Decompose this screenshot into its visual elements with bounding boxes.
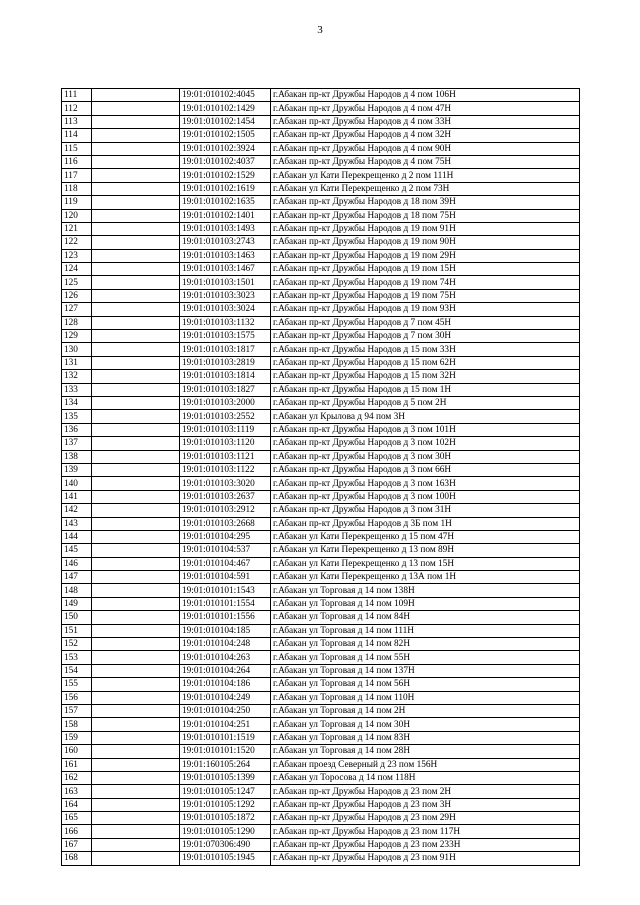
table-row xyxy=(62,838,580,851)
cadastral-number-cell: 19:01:010103:1122 xyxy=(180,463,271,476)
row-number-cell: 133 xyxy=(62,383,92,396)
table-row xyxy=(62,624,580,637)
row-number-cell: 166 xyxy=(62,825,92,838)
address-cell: г.Абакан ул Кати Перекрещенко д 15 пом 47Н xyxy=(271,530,580,543)
table-row xyxy=(62,678,580,691)
address-cell: г.Абакан пр-кт Дружбы Народов д 18 пом 75Н xyxy=(271,209,580,222)
blank-cell xyxy=(92,624,180,637)
row-number-cell: 139 xyxy=(62,463,92,476)
cadastral-number-cell: 19:01:010104:591 xyxy=(180,571,271,584)
row-number-cell: 135 xyxy=(62,410,92,423)
table-row xyxy=(62,263,580,276)
blank-cell xyxy=(92,249,180,262)
blank-cell xyxy=(92,383,180,396)
row-number-cell: 167 xyxy=(62,838,92,851)
address-cell: г.Абакан ул Торговая д 14 пом 109Н xyxy=(271,597,580,610)
table-row xyxy=(62,638,580,651)
blank-cell xyxy=(92,771,180,784)
row-number-cell: 143 xyxy=(62,517,92,530)
cadastral-number-cell: 19:01:010103:1575 xyxy=(180,330,271,343)
cadastral-number-cell: 19:01:010104:186 xyxy=(180,678,271,691)
address-cell: г.Абакан пр-кт Дружбы Народов д 15 пом 32Н xyxy=(271,370,580,383)
cadastral-number-cell: 19:01:160105:264 xyxy=(180,758,271,771)
address-cell: г.Абакан пр-кт Дружбы Народов д 23 пом 2Н xyxy=(271,785,580,798)
address-cell: г.Абакан пр-кт Дружбы Народов д 18 пом 39Н xyxy=(271,196,580,209)
address-cell: г.Абакан пр-кт Дружбы Народов д 15 пом 1Н xyxy=(271,383,580,396)
address-cell: г.Абакан пр-кт Дружбы Народов д 4 пом 33Н xyxy=(271,115,580,128)
cadastral-number-cell: 19:01:010103:1119 xyxy=(180,423,271,436)
row-number-cell: 155 xyxy=(62,678,92,691)
blank-cell xyxy=(92,370,180,383)
row-number-cell: 115 xyxy=(62,142,92,155)
row-number-cell: 113 xyxy=(62,115,92,128)
blank-cell xyxy=(92,169,180,182)
cadastral-number-cell: 19:01:010101:1556 xyxy=(180,611,271,624)
row-number-cell: 129 xyxy=(62,330,92,343)
address-cell: г.Абакан ул Кати Перекрещенко д 13 пом 89Н xyxy=(271,544,580,557)
address-cell: г.Абакан пр-кт Дружбы Народов д 19 пом 75Н xyxy=(271,289,580,302)
table-row xyxy=(62,370,580,383)
blank-cell xyxy=(92,142,180,155)
row-number-cell: 134 xyxy=(62,396,92,409)
row-number-cell: 156 xyxy=(62,691,92,704)
address-cell: г.Абакан ул Кати Перекрещенко д 2 пом 73Н xyxy=(271,182,580,195)
cadastral-number-cell: 19:01:010104:251 xyxy=(180,718,271,731)
blank-cell xyxy=(92,437,180,450)
cadastral-number-cell: 19:01:010103:2743 xyxy=(180,236,271,249)
table-row xyxy=(62,704,580,717)
blank-cell xyxy=(92,303,180,316)
cadastral-number-cell: 19:01:010103:1120 xyxy=(180,437,271,450)
address-cell: г.Абакан пр-кт Дружбы Народов д 23 пом 233Н xyxy=(271,838,580,851)
table-row xyxy=(62,249,580,262)
blank-cell xyxy=(92,330,180,343)
blank-cell xyxy=(92,343,180,356)
address-cell: г.Абакан ул Торговая д 14 пом 137Н xyxy=(271,664,580,677)
table-row xyxy=(62,423,580,436)
row-number-cell: 161 xyxy=(62,758,92,771)
cadastral-number-cell: 19:01:010103:1501 xyxy=(180,276,271,289)
cadastral-number-cell: 19:01:010105:1945 xyxy=(180,852,271,865)
address-cell: г.Абакан пр-кт Дружбы Народов д 15 пом 62Н xyxy=(271,356,580,369)
address-cell: г.Абакан проезд Северный д 23 пом 156Н xyxy=(271,758,580,771)
cadastral-number-cell: 19:01:010101:1543 xyxy=(180,584,271,597)
table-row xyxy=(62,276,580,289)
cadastral-number-cell: 19:01:010104:185 xyxy=(180,624,271,637)
row-number-cell: 141 xyxy=(62,490,92,503)
address-cell: г.Абакан пр-кт Дружбы Народов д 4 пом 47Н xyxy=(271,102,580,115)
address-cell: г.Абакан пр-кт Дружбы Народов д 23 пом 3Н xyxy=(271,798,580,811)
row-number-cell: 123 xyxy=(62,249,92,262)
cadastral-number-cell: 19:01:010104:249 xyxy=(180,691,271,704)
table-row xyxy=(62,383,580,396)
address-cell: г.Абакан ул Торговая д 14 пом 111Н xyxy=(271,624,580,637)
blank-cell xyxy=(92,129,180,142)
row-number-cell: 151 xyxy=(62,624,92,637)
blank-cell xyxy=(92,745,180,758)
blank-cell xyxy=(92,316,180,329)
table-row xyxy=(62,155,580,168)
table-row xyxy=(62,236,580,249)
address-cell: г.Абакан пр-кт Дружбы Народов д 3 пом 30Н xyxy=(271,450,580,463)
cadastral-number-cell: 19:01:010105:1290 xyxy=(180,825,271,838)
row-number-cell: 118 xyxy=(62,182,92,195)
blank-cell xyxy=(92,584,180,597)
row-number-cell: 148 xyxy=(62,584,92,597)
table-row xyxy=(62,597,580,610)
cadastral-number-cell: 19:01:010103:3020 xyxy=(180,477,271,490)
cadastral-number-cell: 19:01:010105:1399 xyxy=(180,771,271,784)
table-row xyxy=(62,584,580,597)
row-number-cell: 158 xyxy=(62,718,92,731)
table-row xyxy=(62,463,580,476)
row-number-cell: 154 xyxy=(62,664,92,677)
address-cell: г.Абакан ул Кати Перекрещенко д 13А пом 1Н xyxy=(271,571,580,584)
cadastral-number-cell: 19:01:010103:1121 xyxy=(180,450,271,463)
row-number-cell: 116 xyxy=(62,155,92,168)
row-number-cell: 111 xyxy=(62,89,92,102)
cadastral-number-cell: 19:01:010102:1529 xyxy=(180,169,271,182)
row-number-cell: 145 xyxy=(62,544,92,557)
row-number-cell: 128 xyxy=(62,316,92,329)
row-number-cell: 159 xyxy=(62,731,92,744)
address-cell: г.Абакан пр-кт Дружбы Народов д 5 пом 2Н xyxy=(271,396,580,409)
cadastral-number-cell: 19:01:010103:2912 xyxy=(180,504,271,517)
table-row xyxy=(62,771,580,784)
cadastral-number-cell: 19:01:010104:467 xyxy=(180,557,271,570)
table-row xyxy=(62,356,580,369)
cadastral-number-cell: 19:01:010105:1872 xyxy=(180,812,271,825)
row-number-cell: 136 xyxy=(62,423,92,436)
row-number-cell: 122 xyxy=(62,236,92,249)
row-number-cell: 120 xyxy=(62,209,92,222)
table-row xyxy=(62,611,580,624)
address-cell: г.Абакан пр-кт Дружбы Народов д 4 пом 75Н xyxy=(271,155,580,168)
blank-cell xyxy=(92,852,180,865)
row-number-cell: 137 xyxy=(62,437,92,450)
address-cell: г.Абакан пр-кт Дружбы Народов д 15 пом 33Н xyxy=(271,343,580,356)
table-row xyxy=(62,812,580,825)
address-cell: г.Абакан пр-кт Дружбы Народов д 19 пом 93Н xyxy=(271,303,580,316)
row-number-cell: 150 xyxy=(62,611,92,624)
blank-cell xyxy=(92,704,180,717)
cadastral-number-cell: 19:01:010102:1401 xyxy=(180,209,271,222)
row-number-cell: 117 xyxy=(62,169,92,182)
table-row xyxy=(62,209,580,222)
cadastral-number-cell: 19:01:010103:2552 xyxy=(180,410,271,423)
table-row xyxy=(62,691,580,704)
row-number-cell: 124 xyxy=(62,263,92,276)
address-cell: г.Абакан ул Кати Перекрещенко д 2 пом 111Н xyxy=(271,169,580,182)
row-number-cell: 121 xyxy=(62,222,92,235)
table-row xyxy=(62,490,580,503)
table-row xyxy=(62,785,580,798)
address-cell: г.Абакан пр-кт Дружбы Народов д 19 пом 90Н xyxy=(271,236,580,249)
blank-cell xyxy=(92,356,180,369)
address-cell: г.Абакан пр-кт Дружбы Народов д 7 пом 30Н xyxy=(271,330,580,343)
cadastral-number-cell: 19:01:010102:4045 xyxy=(180,89,271,102)
address-cell: г.Абакан ул Торосова д 14 пом 118Н xyxy=(271,771,580,784)
cadastral-number-cell: 19:01:010105:1247 xyxy=(180,785,271,798)
blank-cell xyxy=(92,396,180,409)
blank-cell xyxy=(92,450,180,463)
blank-cell xyxy=(92,423,180,436)
blank-cell xyxy=(92,517,180,530)
table-row xyxy=(62,289,580,302)
table-row xyxy=(62,557,580,570)
cadastral-number-cell: 19:01:010103:1463 xyxy=(180,249,271,262)
table-row xyxy=(62,718,580,731)
row-number-cell: 149 xyxy=(62,597,92,610)
blank-cell xyxy=(92,678,180,691)
cadastral-number-cell: 19:01:010103:2819 xyxy=(180,356,271,369)
address-cell: г.Абакан пр-кт Дружбы Народов д 23 пом 117Н xyxy=(271,825,580,838)
table-row xyxy=(62,115,580,128)
address-cell: г.Абакан ул Торговая д 14 пом 84Н xyxy=(271,611,580,624)
property-table-body xyxy=(62,89,580,866)
cadastral-number-cell: 19:01:010101:1554 xyxy=(180,597,271,610)
blank-cell xyxy=(92,209,180,222)
cadastral-number-cell: 19:01:010102:1429 xyxy=(180,102,271,115)
row-number-cell: 153 xyxy=(62,651,92,664)
address-cell: г.Абакан ул Торговая д 14 пом 82Н xyxy=(271,638,580,651)
table-row xyxy=(62,102,580,115)
address-cell: г.Абакан пр-кт Дружбы Народов д 19 пом 29Н xyxy=(271,249,580,262)
cadastral-number-cell: 19:01:010104:250 xyxy=(180,704,271,717)
table-row xyxy=(62,758,580,771)
table-row xyxy=(62,571,580,584)
address-cell: г.Абакан пр-кт Дружбы Народов д 7 пом 45Н xyxy=(271,316,580,329)
cadastral-number-cell: 19:01:010102:3924 xyxy=(180,142,271,155)
blank-cell xyxy=(92,155,180,168)
cadastral-number-cell: 19:01:010102:4037 xyxy=(180,155,271,168)
blank-cell xyxy=(92,477,180,490)
cadastral-number-cell: 19:01:010103:3023 xyxy=(180,289,271,302)
blank-cell xyxy=(92,276,180,289)
table-row xyxy=(62,825,580,838)
blank-cell xyxy=(92,758,180,771)
cadastral-number-cell: 19:01:010104:295 xyxy=(180,530,271,543)
row-number-cell: 127 xyxy=(62,303,92,316)
table-row xyxy=(62,477,580,490)
cadastral-number-cell: 19:01:010104:248 xyxy=(180,638,271,651)
address-cell: г.Абакан пр-кт Дружбы Народов д 3 пом 163Н xyxy=(271,477,580,490)
cadastral-number-cell: 19:01:070306:490 xyxy=(180,838,271,851)
row-number-cell: 119 xyxy=(62,196,92,209)
table-row xyxy=(62,343,580,356)
cadastral-number-cell: 19:01:010103:2668 xyxy=(180,517,271,530)
table-row xyxy=(62,731,580,744)
blank-cell xyxy=(92,102,180,115)
table-row xyxy=(62,303,580,316)
row-number-cell: 165 xyxy=(62,812,92,825)
blank-cell xyxy=(92,463,180,476)
blank-cell xyxy=(92,490,180,503)
table-row xyxy=(62,142,580,155)
blank-cell xyxy=(92,664,180,677)
row-number-cell: 168 xyxy=(62,852,92,865)
cadastral-number-cell: 19:01:010103:2000 xyxy=(180,396,271,409)
cadastral-number-cell: 19:01:010102:1505 xyxy=(180,129,271,142)
cadastral-number-cell: 19:01:010103:1493 xyxy=(180,222,271,235)
table-row xyxy=(62,330,580,343)
blank-cell xyxy=(92,236,180,249)
address-cell: г.Абакан ул Торговая д 14 пом 56Н xyxy=(271,678,580,691)
row-number-cell: 130 xyxy=(62,343,92,356)
blank-cell xyxy=(92,196,180,209)
blank-cell xyxy=(92,289,180,302)
table-row xyxy=(62,169,580,182)
address-cell: г.Абакан пр-кт Дружбы Народов д 23 пом 91Н xyxy=(271,852,580,865)
table-row xyxy=(62,410,580,423)
blank-cell xyxy=(92,731,180,744)
address-cell: г.Абакан ул Торговая д 14 пом 30Н xyxy=(271,718,580,731)
cadastral-number-cell: 19:01:010102:1454 xyxy=(180,115,271,128)
blank-cell xyxy=(92,812,180,825)
row-number-cell: 164 xyxy=(62,798,92,811)
address-cell: г.Абакан пр-кт Дружбы Народов д 3 пом 31Н xyxy=(271,504,580,517)
row-number-cell: 163 xyxy=(62,785,92,798)
address-cell: г.Абакан пр-кт Дружбы Народов д 4 пом 32Н xyxy=(271,129,580,142)
blank-cell xyxy=(92,115,180,128)
row-number-cell: 126 xyxy=(62,289,92,302)
blank-cell xyxy=(92,530,180,543)
blank-cell xyxy=(92,263,180,276)
cadastral-number-cell: 19:01:010103:1132 xyxy=(180,316,271,329)
blank-cell xyxy=(92,838,180,851)
table-row xyxy=(62,798,580,811)
row-number-cell: 125 xyxy=(62,276,92,289)
cadastral-number-cell: 19:01:010101:1519 xyxy=(180,731,271,744)
row-number-cell: 152 xyxy=(62,638,92,651)
address-cell: г.Абакан ул Торговая д 14 пом 28Н xyxy=(271,745,580,758)
table-row xyxy=(62,745,580,758)
blank-cell xyxy=(92,504,180,517)
blank-cell xyxy=(92,825,180,838)
property-table xyxy=(61,88,580,866)
blank-cell xyxy=(92,544,180,557)
table-row xyxy=(62,450,580,463)
cadastral-number-cell: 19:01:010103:1814 xyxy=(180,370,271,383)
row-number-cell: 146 xyxy=(62,557,92,570)
address-cell: г.Абакан пр-кт Дружбы Народов д 19 пом 15Н xyxy=(271,263,580,276)
table-row xyxy=(62,544,580,557)
address-cell: г.Абакан пр-кт Дружбы Народов д 19 пом 74Н xyxy=(271,276,580,289)
address-cell: г.Абакан пр-кт Дружбы Народов д 3 пом 100Н xyxy=(271,490,580,503)
table-row xyxy=(62,89,580,102)
row-number-cell: 132 xyxy=(62,370,92,383)
blank-cell xyxy=(92,718,180,731)
blank-cell xyxy=(92,638,180,651)
blank-cell xyxy=(92,182,180,195)
cadastral-number-cell: 19:01:010102:1635 xyxy=(180,196,271,209)
cadastral-number-cell: 19:01:010104:263 xyxy=(180,651,271,664)
table-row xyxy=(62,222,580,235)
cadastral-number-cell: 19:01:010104:537 xyxy=(180,544,271,557)
address-cell: г.Абакан ул Торговая д 14 пом 2Н xyxy=(271,704,580,717)
row-number-cell: 144 xyxy=(62,530,92,543)
address-cell: г.Абакан ул Кати Перекрещенко д 13 пом 15Н xyxy=(271,557,580,570)
row-number-cell: 160 xyxy=(62,745,92,758)
cadastral-number-cell: 19:01:010103:1827 xyxy=(180,383,271,396)
blank-cell xyxy=(92,651,180,664)
row-number-cell: 131 xyxy=(62,356,92,369)
address-cell: г.Абакан ул Торговая д 14 пом 83Н xyxy=(271,731,580,744)
address-cell: г.Абакан пр-кт Дружбы Народов д 23 пом 29Н xyxy=(271,812,580,825)
row-number-cell: 112 xyxy=(62,102,92,115)
blank-cell xyxy=(92,571,180,584)
blank-cell xyxy=(92,798,180,811)
table-row xyxy=(62,664,580,677)
table-row xyxy=(62,196,580,209)
cadastral-number-cell: 19:01:010103:3024 xyxy=(180,303,271,316)
table-row xyxy=(62,530,580,543)
address-cell: г.Абакан пр-кт Дружбы Народов д 4 пом 106Н xyxy=(271,89,580,102)
blank-cell xyxy=(92,597,180,610)
blank-cell xyxy=(92,410,180,423)
row-number-cell: 157 xyxy=(62,704,92,717)
table-row xyxy=(62,182,580,195)
blank-cell xyxy=(92,89,180,102)
address-cell: г.Абакан ул Крылова д 94 пом 3Н xyxy=(271,410,580,423)
blank-cell xyxy=(92,611,180,624)
blank-cell xyxy=(92,222,180,235)
address-cell: г.Абакан ул Торговая д 14 пом 55Н xyxy=(271,651,580,664)
cadastral-number-cell: 19:01:010105:1292 xyxy=(180,798,271,811)
table-row xyxy=(62,517,580,530)
row-number-cell: 114 xyxy=(62,129,92,142)
table-row xyxy=(62,437,580,450)
address-cell: г.Абакан пр-кт Дружбы Народов д 3 пом 101Н xyxy=(271,423,580,436)
cadastral-number-cell: 19:01:010103:1467 xyxy=(180,263,271,276)
address-cell: г.Абакан ул Торговая д 14 пом 110Н xyxy=(271,691,580,704)
blank-cell xyxy=(92,785,180,798)
cadastral-number-cell: 19:01:010104:264 xyxy=(180,664,271,677)
cadastral-number-cell: 19:01:010103:1817 xyxy=(180,343,271,356)
address-cell: г.Абакан пр-кт Дружбы Народов д 3 пом 102Н xyxy=(271,437,580,450)
blank-cell xyxy=(92,557,180,570)
address-cell: г.Абакан пр-кт Дружбы Народов д 19 пом 91Н xyxy=(271,222,580,235)
cadastral-number-cell: 19:01:010103:2637 xyxy=(180,490,271,503)
table-row xyxy=(62,651,580,664)
page-number: 3 xyxy=(317,24,323,36)
address-cell: г.Абакан пр-кт Дружбы Народов д 3 пом 66Н xyxy=(271,463,580,476)
row-number-cell: 140 xyxy=(62,477,92,490)
table-row xyxy=(62,396,580,409)
cadastral-number-cell: 19:01:010101:1520 xyxy=(180,745,271,758)
address-cell: г.Абакан ул Торговая д 14 пом 138Н xyxy=(271,584,580,597)
row-number-cell: 142 xyxy=(62,504,92,517)
row-number-cell: 147 xyxy=(62,571,92,584)
table-row xyxy=(62,316,580,329)
table-row xyxy=(62,504,580,517)
cadastral-number-cell: 19:01:010102:1619 xyxy=(180,182,271,195)
table-row xyxy=(62,852,580,865)
row-number-cell: 138 xyxy=(62,450,92,463)
address-cell: г.Абакан пр-кт Дружбы Народов д 4 пом 90Н xyxy=(271,142,580,155)
blank-cell xyxy=(92,691,180,704)
row-number-cell: 162 xyxy=(62,771,92,784)
address-cell: г.Абакан пр-кт Дружбы Народов д 3Б пом 1Н xyxy=(271,517,580,530)
table-row xyxy=(62,129,580,142)
